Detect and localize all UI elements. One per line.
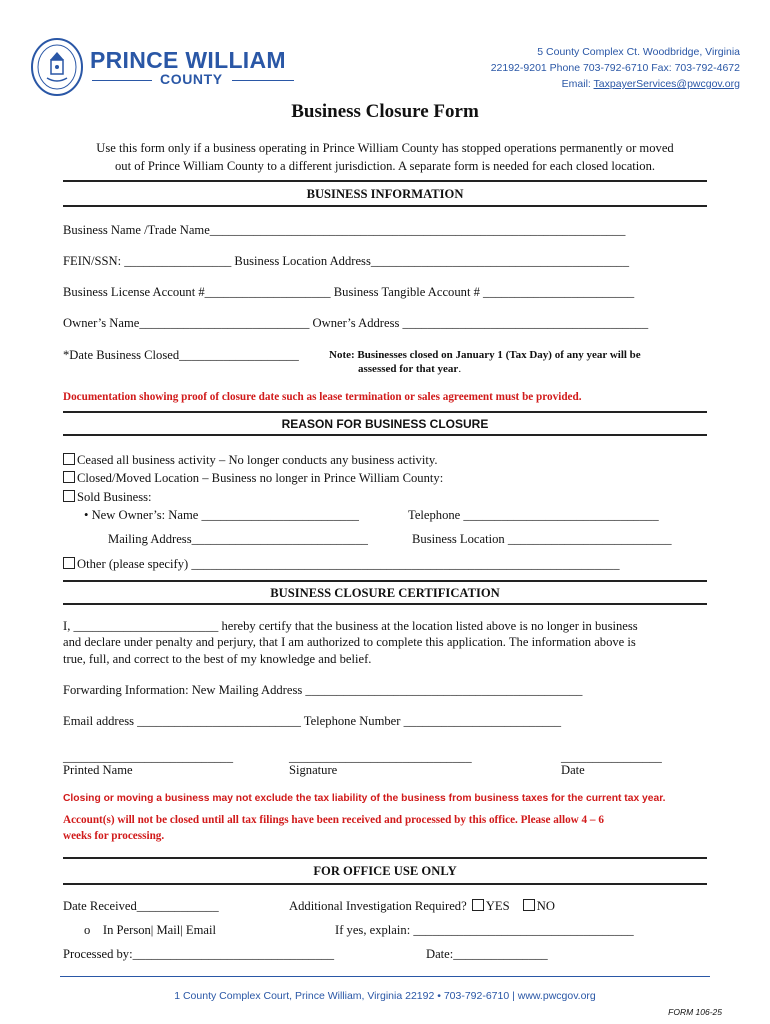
processed-by-field[interactable]: Processed by:________________________________ — [63, 947, 335, 961]
reason-other-label: Other (please specify) ____________________________________________________________________ — [77, 557, 620, 571]
section-rule — [63, 580, 707, 582]
note-period: . — [458, 363, 462, 375]
new-owner-label: New Owner’s: Name _________________________ — [91, 508, 359, 522]
received-method-label: In Person| Mail| Email — [102, 923, 217, 937]
no-label: NO — [536, 899, 555, 913]
section-rule — [63, 857, 707, 859]
signature-label: Signature — [289, 763, 338, 777]
email-link[interactable]: TaxpayerServices@pwcgov.org — [593, 78, 740, 90]
logo-divider-right — [232, 80, 294, 81]
intro-line-2: out of Prince William County to a different jurisdiction. A separate form is needed for each closed location. — [114, 159, 656, 173]
logo-title: PRINCE WILLIAM — [90, 47, 286, 73]
new-owner-mailing-field[interactable]: Mailing Address____________________________ — [108, 532, 368, 546]
bullet-icon: • — [84, 508, 92, 522]
email-line — [491, 76, 740, 92]
certification-line-1: I, _______________________ hereby certify that the business at the location listed above is no longer in business — [63, 619, 638, 633]
section-heading-business-info: BUSINESS INFORMATION — [306, 187, 464, 201]
note-line-2 — [329, 362, 641, 376]
forwarding-address-field[interactable]: Forwarding Information: New Mailing Address ____________________________________________ — [63, 683, 583, 697]
reason-sold[interactable] — [63, 489, 152, 505]
section-heading-office-use: FOR OFFICE USE ONLY — [313, 864, 457, 878]
form-number: FORM 106-25 — [668, 1007, 722, 1017]
note-line-1: Note: Businesses closed on January 1 (Tax Day) of any year will be — [329, 349, 641, 361]
owner-fields[interactable]: Owner’s Name___________________________ Owner’s Address _______________________________________ — [63, 316, 649, 330]
address-line-2: 22192-9201 Phone 703-792-6710 Fax: 703-792-4672 — [490, 62, 740, 74]
checkbox-no[interactable] — [523, 899, 535, 911]
date-blank[interactable]: ________________ — [561, 750, 662, 764]
section-heading-certification: BUSINESS CLOSURE CERTIFICATION — [270, 586, 500, 600]
section-rule — [63, 434, 707, 436]
reason-moved-label: Closed/Moved Location – Business no longer in Prince William County: — [77, 471, 444, 485]
signature-blank[interactable]: _____________________________ — [289, 750, 472, 764]
checkbox-sold[interactable] — [63, 490, 75, 502]
note-line-2-text: assessed for that year — [358, 363, 459, 375]
checkbox-other[interactable] — [63, 557, 75, 569]
county-seal — [30, 36, 84, 98]
form-title: Business Closure Form — [291, 101, 479, 122]
business-name-field[interactable]: Business Name /Trade Name__________________________________________________________________ — [63, 223, 626, 237]
date-closed-field[interactable]: *Date Business Closed___________________ — [63, 348, 299, 362]
section-heading-reason: REASON FOR BUSINESS CLOSURE — [281, 417, 489, 431]
processing-warning-line-1: Account(s) will not be closed until all tax filings have been received and processed by this office. Please allow 4 – 6 — [63, 814, 604, 826]
tax-day-note — [329, 348, 641, 376]
certification-line-2: and declare under penalty and perjury, that I am authorized to complete this application. The information above is — [63, 635, 636, 649]
documentation-notice: Documentation showing proof of closure date such as lease termination or sales agreement must be provided. — [63, 391, 582, 403]
reason-ceased[interactable] — [63, 452, 437, 468]
hollow-bullet-icon: o — [84, 923, 103, 937]
checkbox-ceased[interactable] — [63, 453, 75, 465]
email-telephone-field[interactable]: Email address __________________________ Telephone Number _________________________ — [63, 714, 562, 728]
section-rule — [63, 205, 707, 207]
section-rule — [63, 883, 707, 885]
license-tangible-field[interactable]: Business License Account #____________________ Business Tangible Account # ________________________ — [63, 285, 635, 299]
section-rule — [63, 411, 707, 413]
reason-ceased-label: Ceased all business activity – No longer conducts any business activity. — [77, 453, 438, 467]
tax-liability-warning: Closing or moving a business may not exclude the tax liability of the business from business taxes for the current tax year. — [63, 793, 666, 804]
logo-divider-left — [92, 80, 152, 81]
printed-name-blank[interactable]: ___________________________ — [63, 750, 234, 764]
additional-investigation — [289, 898, 555, 914]
date-label: Date — [561, 763, 585, 777]
checkbox-moved[interactable] — [63, 471, 75, 483]
section-rule — [63, 180, 707, 182]
new-owner-field[interactable] — [84, 507, 359, 523]
footer-rule — [60, 976, 710, 977]
fein-location-field[interactable]: FEIN/SSN: _________________ Business Location Address_________________________________________ — [63, 254, 630, 268]
header-address — [491, 44, 740, 92]
logo-subtitle: COUNTY — [160, 71, 223, 87]
additional-investigation-label: Additional Investigation Required? — [289, 899, 467, 913]
new-owner-location-field[interactable]: Business Location __________________________ — [412, 532, 672, 546]
checkbox-yes[interactable] — [472, 899, 484, 911]
certification-line-3: true, full, and correct to the best of my knowledge and belief. — [63, 652, 372, 666]
office-date-field[interactable]: Date:_______________ — [426, 947, 548, 961]
date-received-field[interactable]: Date Received_____________ — [63, 899, 219, 913]
intro-line-1: Use this form only if a business operating in Prince William County has stopped operations permanently or moved — [96, 141, 674, 155]
reason-other[interactable] — [63, 556, 620, 572]
address-line-1: 5 County Complex Ct. Woodbridge, Virginia — [537, 46, 740, 58]
email-label: Email: — [561, 78, 594, 90]
reason-sold-label: Sold Business: — [77, 490, 152, 504]
reason-moved[interactable] — [63, 470, 443, 486]
new-owner-telephone-field[interactable]: Telephone _______________________________ — [408, 508, 659, 522]
if-yes-explain-field[interactable]: If yes, explain: ___________________________________ — [335, 923, 634, 937]
section-rule — [63, 603, 707, 605]
printed-name-label: Printed Name — [63, 763, 133, 777]
footer-address: 1 County Complex Court, Prince William, Virginia 22192 • 703-792-6710 | www.pwcgov.org — [174, 990, 596, 1002]
processing-warning-line-2: weeks for processing. — [63, 830, 165, 842]
received-method — [84, 922, 216, 938]
yes-label: YES — [485, 899, 510, 913]
